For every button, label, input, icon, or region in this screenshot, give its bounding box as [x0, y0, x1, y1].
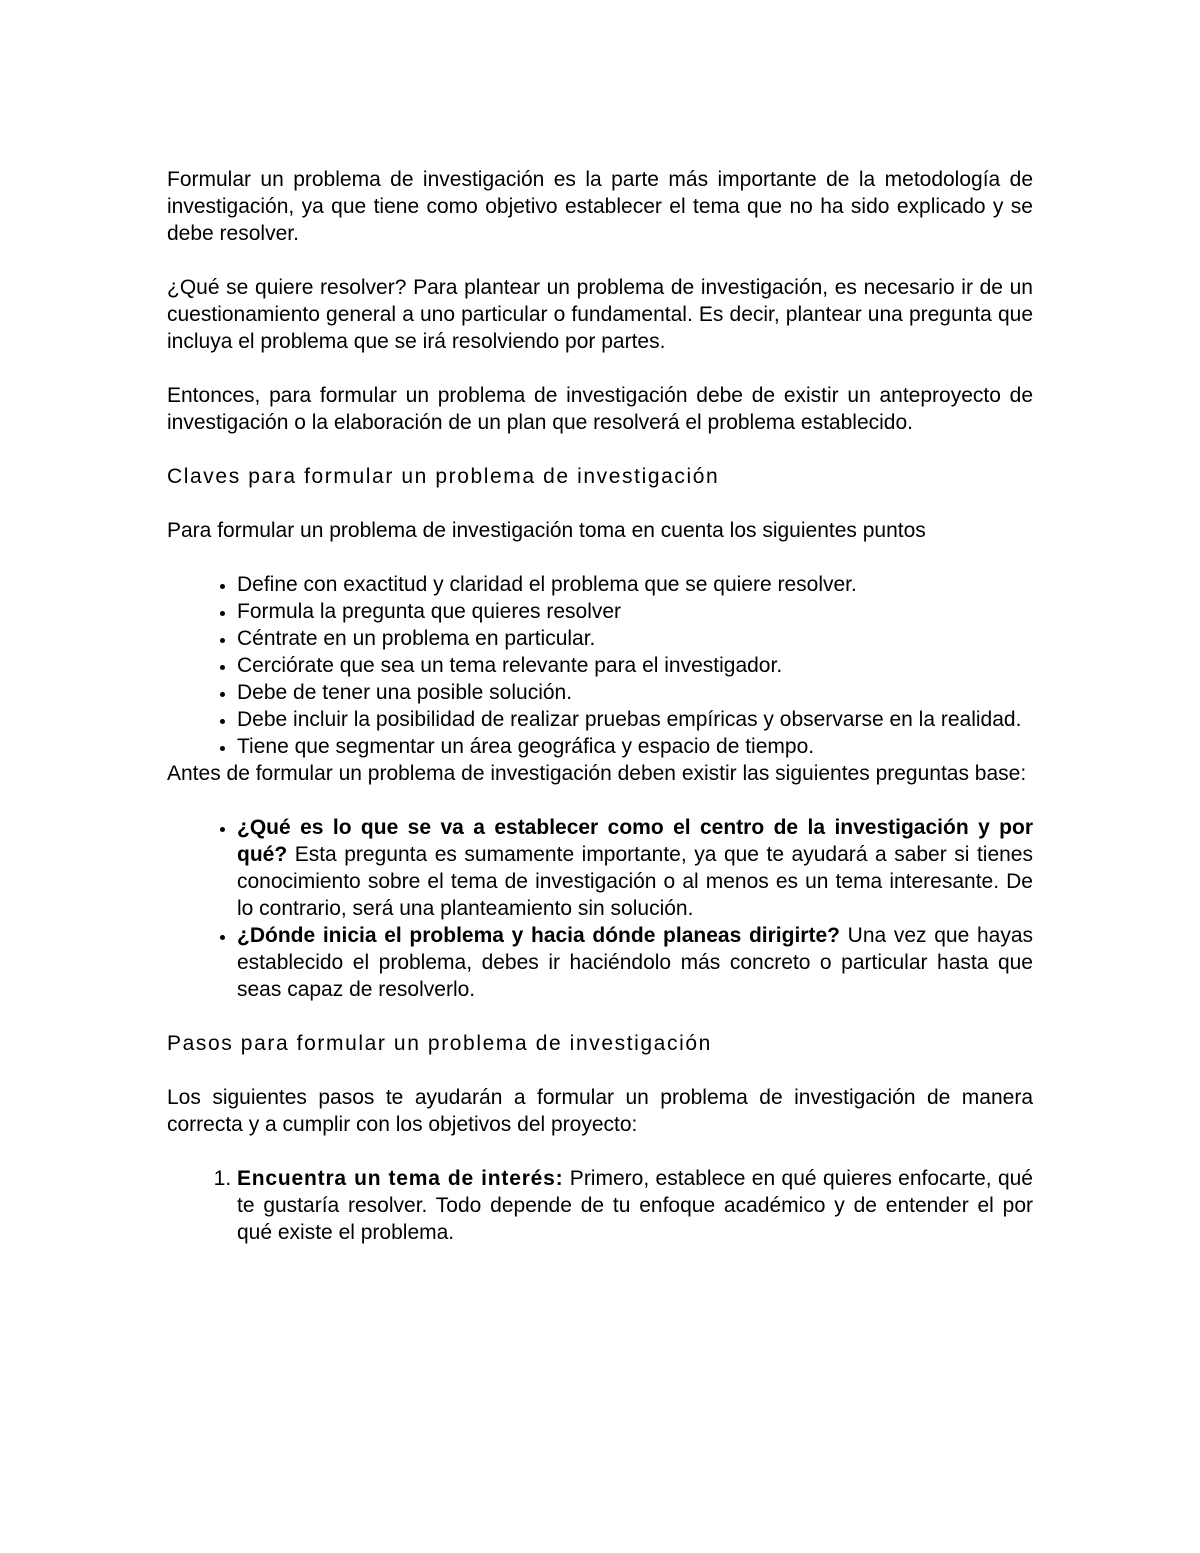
paragraph-then: Entonces, para formular un problema de investigación debe de existir un anteproyecto de investigación o la elaboración de un plan que resolverá el problema establecido. — [167, 384, 1033, 434]
question-bold: ¿Qué es lo que se va a establecer como el centro de la investigación y por qué? — [237, 816, 1033, 866]
section-heading-keys: Claves para formular un problema de investigación — [167, 465, 720, 488]
question-bold: ¿Dónde inicia el problema y hacia dónde planeas dirigirte? — [237, 924, 840, 947]
steps-list — [167, 1165, 1033, 1246]
keys-list — [167, 571, 1033, 760]
list-item — [237, 1165, 1033, 1246]
paragraph-question: ¿Qué se quiere resolver? Para plantear un problema de investigación, es necesario ir de un cuestionamiento general a uno particular o fundamental. Es decir, plantear una pregunta que incluya el problema que se irá resolviendo por partes. — [167, 276, 1033, 353]
list-item — [237, 814, 1033, 922]
step-text: Primero, establece en qué quieres enfocarte, qué te gustaría resolver. Todo depende de tu enfoque académico y de entender el por qué existe el problema. — [237, 1167, 1033, 1244]
list-item: • Debe incluir la posibilidad de realizar pruebas empíricas y observarse en la realidad. — [237, 706, 1033, 733]
document-page — [167, 166, 1033, 1246]
step-bold: Encuentra un tema de interés: — [237, 1167, 564, 1190]
list-item — [237, 922, 1033, 1003]
section-heading-steps: Pasos para formular un problema de investigación — [167, 1032, 712, 1055]
list-item: • Debe de tener una posible solución. — [237, 679, 1033, 706]
list-item: • Cerciórate que sea un tema relevante para el investigador. — [237, 652, 1033, 679]
list-item: • Define con exactitud y claridad el problema que se quiere resolver. — [237, 571, 1033, 598]
paragraph-intro: Formular un problema de investigación es la parte más importante de la metodología de investigación, ya que tiene como objetivo establecer el tema que no ha sido explicado y se debe resolver. — [167, 168, 1033, 245]
list-item: • Formula la pregunta que quieres resolver — [237, 598, 1033, 625]
question-text: Una vez que hayas establecido el problema, debes ir haciéndolo más concreto o particular hasta que seas capaz de resolverlo. — [237, 924, 1033, 1001]
paragraph-steps-intro: Los siguientes pasos te ayudarán a formular un problema de investigación de manera correcta y a cumplir con los objetivos del proyecto: — [167, 1086, 1033, 1136]
list-item: • Céntrate en un problema en particular. — [237, 625, 1033, 652]
questions-list — [167, 814, 1033, 1003]
paragraph-keys-intro: Para formular un problema de investigación toma en cuenta los siguientes puntos — [167, 519, 926, 542]
list-item: • Tiene que segmentar un área geográfica y espacio de tiempo. — [237, 733, 1033, 760]
question-text: Esta pregunta es sumamente importante, ya que te ayudará a saber si tienes conocimiento sobre el tema de investigación o al menos es un tema interesante. De lo contrario, será una planteamiento sin solución. — [237, 843, 1033, 920]
paragraph-before: Antes de formular un problema de investigación deben existir las siguientes preguntas base: — [167, 762, 1027, 785]
